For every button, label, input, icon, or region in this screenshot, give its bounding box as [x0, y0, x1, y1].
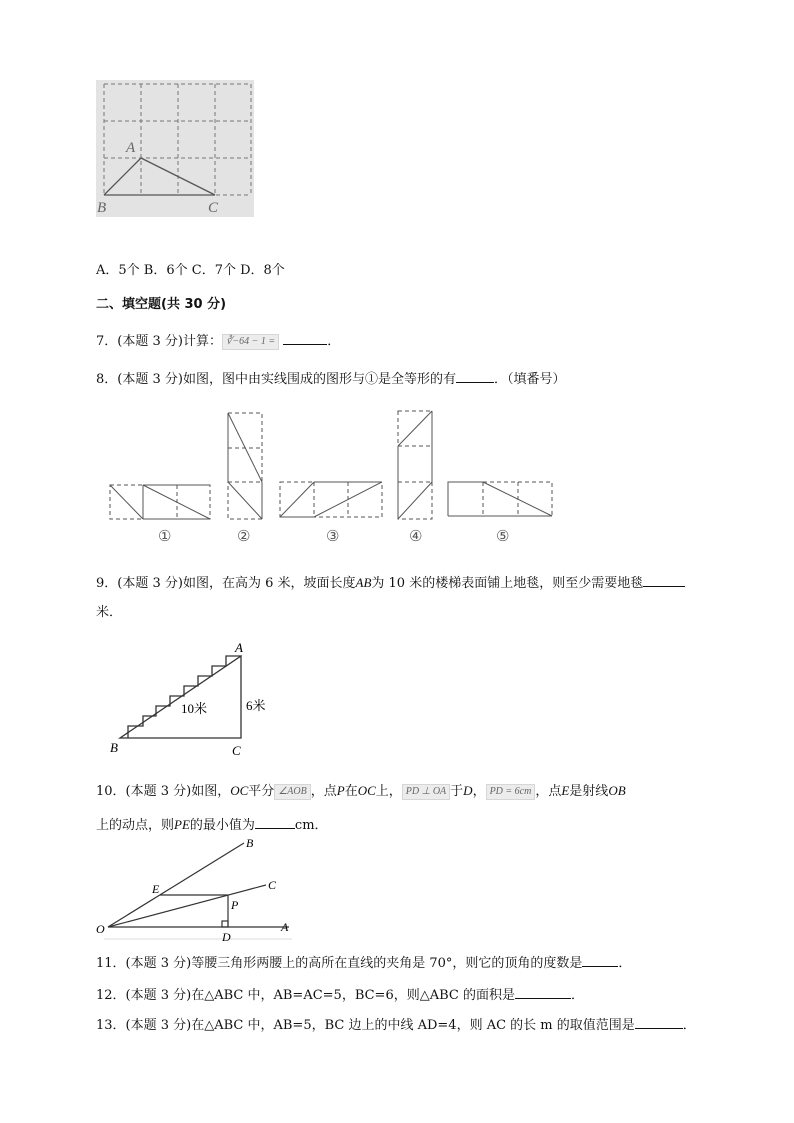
question-10	[96, 782, 626, 801]
q6-label-b: B	[97, 200, 107, 216]
q8-figure-2	[228, 413, 262, 519]
q10-text-1: 10．(本题 3 分)如图，	[96, 784, 231, 799]
q6-options: A．5个 B．6个 C．7个 D．8个	[96, 263, 285, 278]
q8-figure-4	[398, 411, 432, 519]
q8-figure-1	[110, 485, 210, 519]
q10-text-4: 在	[344, 784, 358, 799]
q11-answer-blank[interactable]	[582, 953, 618, 967]
q8-figure-3	[280, 482, 382, 517]
q10-fig-c: C	[268, 878, 277, 892]
q10-angle-box: ∠AOB	[274, 784, 310, 800]
q10-text-7: ，	[472, 784, 486, 799]
question-12	[96, 985, 584, 1005]
q8-prefix: 8．(本题 3 分)如图，图中由实线围成的图形与①是全等形的有	[96, 372, 456, 387]
q8-label-2: ②	[237, 529, 251, 545]
q10-text-5: 上，	[375, 784, 402, 799]
q9-fig-slope: 10米	[181, 701, 208, 716]
q10-fig-d: D	[222, 930, 231, 944]
q8-figures	[100, 405, 560, 550]
q9-staircase-figure	[108, 638, 278, 760]
q11-suffix: ．	[618, 956, 632, 971]
q13-suffix: ．	[682, 1018, 696, 1033]
q12-answer-blank[interactable]	[515, 985, 571, 999]
q7-answer-blank[interactable]	[283, 331, 327, 345]
q10-answer-blank[interactable]	[255, 815, 295, 829]
q7-prefix: 7．(本题 3 分)计算：	[96, 334, 222, 349]
q7-expression: ∛−64 − 1 =	[222, 334, 279, 350]
q10-fig-a: A	[281, 920, 289, 934]
q9-fig-b: B	[110, 740, 118, 755]
q13-answer-blank[interactable]	[635, 1015, 683, 1029]
q9-ab: AB	[355, 575, 372, 590]
q6-label-a: A	[126, 140, 136, 156]
q10-text-3: ，点	[310, 784, 337, 799]
q10-text-6: 于	[450, 784, 464, 799]
q9-text-b: 为 10 米的楼梯表面铺上地毯，则至少需要地毯	[371, 576, 644, 591]
q8-label-3: ③	[326, 529, 340, 545]
q13-text: 13．(本题 3 分)在△ABC 中，AB=5，BC 边上的中线 AD=4，则 AC 的长 m 的取值范围是	[96, 1018, 635, 1033]
q11-text: 11．(本题 3 分)等腰三角形两腰上的高所在直线的夹角是 70°，则它的顶角的度数是	[96, 956, 583, 971]
question-9	[96, 573, 685, 593]
q10-line-2	[96, 815, 328, 835]
question-13	[96, 1015, 696, 1035]
q9-fig-height: 6米	[246, 698, 266, 713]
q8-answer-blank[interactable]	[456, 369, 494, 383]
q10-fig-b: B	[246, 836, 254, 850]
q7-suffix: ．	[327, 334, 341, 349]
q6-label-c: C	[208, 200, 219, 216]
q10-text-9: 是射线	[569, 784, 609, 799]
q8-label-4: ④	[409, 529, 423, 545]
q10-fig-e: E	[152, 882, 160, 896]
q10-pd-box: PD = 6cm	[486, 784, 536, 800]
q9-fig-a: A	[235, 640, 243, 655]
question-7	[96, 331, 340, 351]
q10-fig-p: P	[231, 898, 239, 912]
question-11	[96, 953, 631, 973]
q10-oc-2: OC	[357, 783, 376, 798]
q10-fig-o: O	[96, 922, 105, 936]
q10-d: D	[463, 783, 473, 798]
q10-perp-box: PD ⊥ OA	[402, 784, 450, 800]
q8-label-5: ⑤	[496, 529, 510, 545]
q9-line-2: 米．	[96, 605, 123, 620]
q9-fig-c: C	[232, 743, 241, 758]
question-8	[96, 369, 565, 389]
q9-answer-blank[interactable]	[643, 573, 685, 587]
q10-ob: OB	[608, 783, 626, 798]
q8-figure-5	[448, 482, 552, 516]
q10-pe: PE	[174, 817, 190, 832]
q10-angle-figure	[94, 835, 304, 945]
q10-text-2: 平分	[248, 784, 275, 799]
q12-text: 12．(本题 3 分)在△ABC 中，AB=AC=5，BC=6，则△ABC 的面积是	[96, 988, 515, 1003]
q10-e: E	[561, 783, 570, 798]
q12-suffix: ．	[570, 988, 584, 1003]
q6-grid-figure	[96, 80, 256, 220]
q8-label-1: ①	[158, 529, 172, 545]
q10-line2-b: 的最小值为	[189, 818, 255, 833]
q8-suffix: ．（填番号）	[493, 372, 566, 387]
section-2-heading: 二、填空题(共 30 分)	[96, 297, 227, 312]
q9-text-a: 9．(本题 3 分)如图，在高为 6 米，坡面长度	[96, 576, 356, 591]
q10-line2-c: cm．	[294, 818, 328, 833]
q10-line2-a: 上的动点，则	[96, 818, 175, 833]
q10-text-8: ，点	[535, 784, 562, 799]
q10-oc: OC	[230, 783, 249, 798]
q10-p: P	[336, 783, 345, 798]
